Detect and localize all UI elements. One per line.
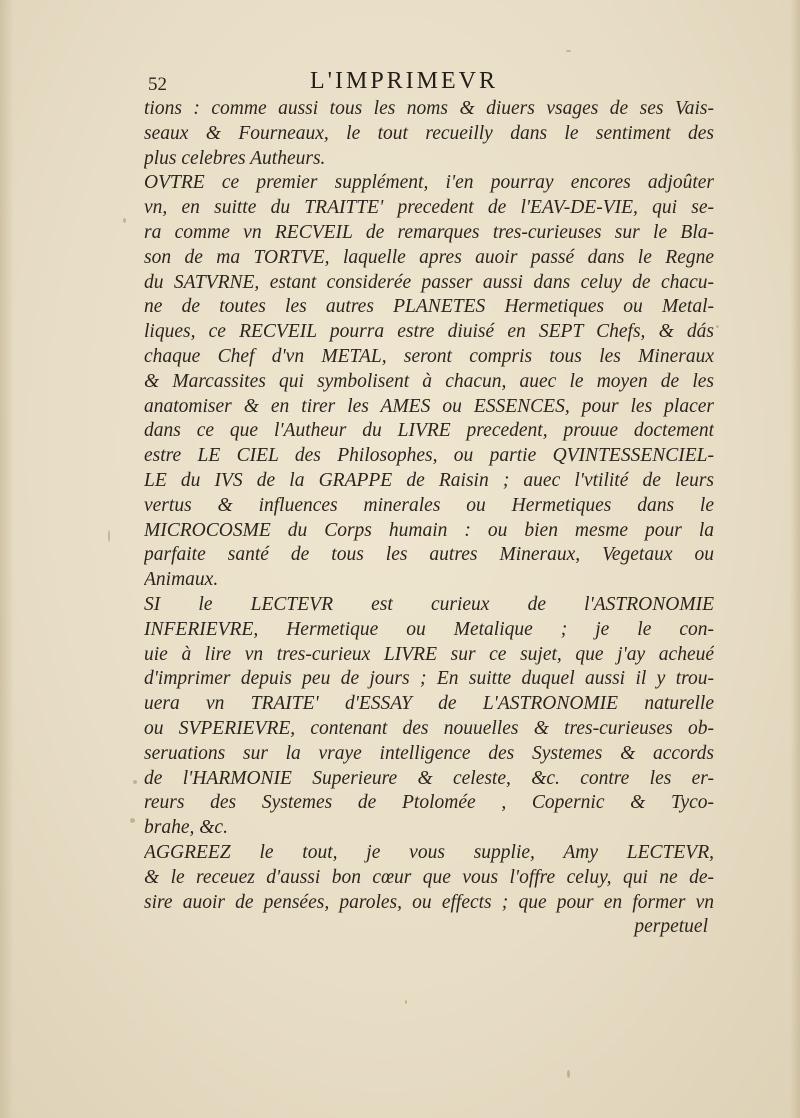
- text-line: du SATVRNE, estant considerée passer aussi dans celuy de chacu-: [144, 271, 714, 293]
- speckle: [130, 818, 135, 823]
- text-line: son de ma TORTVE, laquelle apres auoir passé dans le Regne: [144, 246, 714, 268]
- text-line: chaque Chef d'vn METAL, seront compris tous les Mineraux: [144, 345, 714, 367]
- text-line: vertus & influences minerales ou Hermetiques dans le: [144, 494, 714, 516]
- text-line: Animaux.: [144, 569, 219, 591]
- text-line: AGGREEZ le tout, je vous supplie, Amy LECTEVR,: [144, 841, 714, 863]
- text-line: d'imprimer depuis peu de jours ; En suitte duquel aussi il y trou-: [144, 668, 714, 690]
- text-line: plus celebres Autheurs.: [144, 147, 326, 169]
- text-line: INFERIEVRE, Hermetique ou Metalique ; je le con-: [144, 618, 714, 640]
- text-line: ne de toutes les autres PLANETES Hermetiques ou Metal-: [144, 296, 714, 318]
- speckle: [566, 50, 571, 52]
- speckle: [567, 1070, 570, 1078]
- text-line: uie à lire vn tres-curieux LIVRE sur ce sujet, que j'ay acheué: [144, 643, 714, 665]
- body-text: [144, 97, 714, 940]
- text-line: vn, en suitte du TRAITTE' precedent de l'EAV-DE-VIE, qui se-: [144, 197, 714, 219]
- text-line: liques, ce RECVEIL pourra estre diuisé en SEPT Chefs, & dás: [144, 321, 714, 343]
- page-edge-shadow-left: [0, 0, 14, 1118]
- text-line: de l'HARMONIE Superieure & celeste, &c. contre les er-: [144, 767, 714, 789]
- text-line: brahe, &c.: [144, 817, 228, 839]
- text-line: dans ce que l'Autheur du LIVRE precedent, prouue doctement: [144, 420, 714, 442]
- text-line: ra comme vn RECVEIL de remarques tres-curieuses sur le Bla-: [144, 221, 714, 243]
- speckle: [405, 1000, 407, 1004]
- text-line: OVTRE ce premier supplément, i'en pourray encores adjoûter: [144, 172, 714, 194]
- text-line: ou SVPERIEVRE, contenant des nouuelles & tres-curieuses ob-: [144, 717, 714, 739]
- text-line: tions : comme aussi tous les noms & diuers vsages de ses Vais-: [144, 98, 714, 119]
- speckle: [108, 530, 110, 542]
- text-line: & le receuez d'aussi bon cœur que vous l'offre celuy, qui ne de-: [144, 866, 714, 888]
- text-line: uera vn TRAITE' d'ESSAY de L'ASTRONOMIE naturelle: [144, 693, 714, 715]
- text-line: anatomiser & en tirer les AMES ou ESSENCES, pour les placer: [144, 395, 714, 417]
- text-line: MICROCOSME du Corps humain : ou bien mesme pour la: [144, 519, 714, 541]
- speckle: [716, 325, 719, 328]
- text-line: parfaite santé de tous les autres Mineraux, Vegetaux ou: [144, 544, 714, 566]
- catchword: perpetuel: [634, 916, 708, 938]
- page-edge-shadow-right: [790, 0, 800, 1118]
- speckle: [133, 780, 137, 784]
- text-line: LE du IVS de la GRAPPE de Raisin ; auec l'vtilité de leurs: [144, 469, 714, 491]
- text-line: reurs des Systemes de Ptolomée , Copernic & Tyco-: [144, 792, 714, 814]
- text-line: seruations sur la vraye intelligence des Systemes & accords: [144, 742, 714, 764]
- running-title: L'IMPRIMEVR: [310, 68, 499, 94]
- page-number: 52: [148, 74, 167, 95]
- text-line: seaux & Fourneaux, le tout recueilly dans le sentiment des: [144, 122, 714, 144]
- text-line: & Marcassites qui symbolisent à chacun, auec le moyen de les: [144, 370, 714, 392]
- speckle: [123, 218, 126, 223]
- text-line: SI le LECTEVR est curieux de l'ASTRONOMIE: [144, 593, 714, 615]
- text-line: sire auoir de pensées, paroles, ou effects ; que pour en former vn: [144, 891, 714, 913]
- text-line: estre LE CIEL des Philosophes, ou partie QVINTESSENCIEL-: [144, 445, 714, 467]
